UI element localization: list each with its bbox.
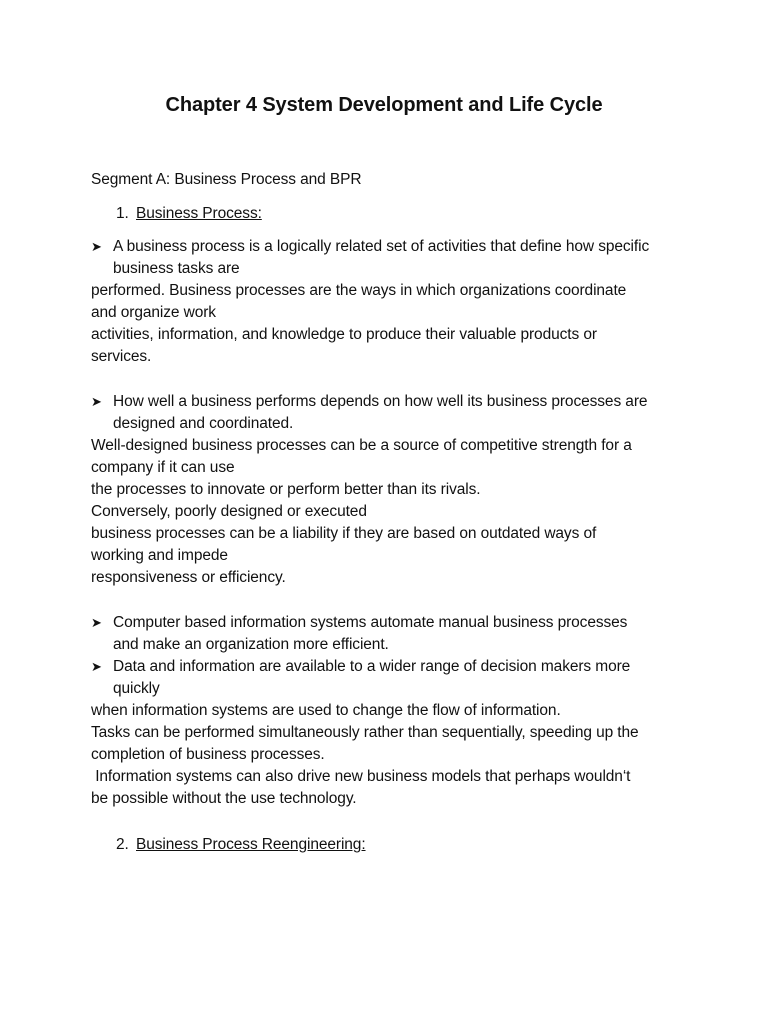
bullet-item-1 <box>91 236 691 280</box>
paragraph-1 <box>91 280 691 368</box>
list-number: 1. <box>116 205 129 222</box>
bullet-line: How well a business performs depends on how well its business processes are <box>113 393 648 410</box>
paragraph-line: performed. Business processes are the ways in which organizations coordinate <box>91 282 627 299</box>
paragraph-line: completion of business processes. <box>91 746 325 763</box>
bullet-item-4 <box>91 656 691 700</box>
bullet-line: business tasks are <box>113 260 240 277</box>
paragraph-line: Well-designed business processes can be a source of competitive strength for a <box>91 437 632 454</box>
paragraph-line: Information systems can also drive new business models that perhaps wouldn‘t <box>91 768 631 785</box>
arrowhead-bullet-icon: ➤ <box>91 239 102 254</box>
bullet-line: Computer based information systems automate manual business processes <box>113 614 628 631</box>
arrowhead-bullet-icon: ➤ <box>91 659 102 674</box>
paragraph-line: when information systems are used to change the flow of information. <box>91 702 561 719</box>
paragraph-line: Conversely, poorly designed or executed <box>91 503 367 520</box>
page-title: Chapter 4 System Development and Life Cycle <box>165 94 603 116</box>
numbered-heading-2 <box>116 834 366 856</box>
paragraph-2 <box>91 435 691 589</box>
paragraph-line: Tasks can be performed simultaneously rather than sequentially, speeding up the <box>91 724 639 741</box>
bullet-line: designed and coordinated. <box>113 415 294 432</box>
paragraph-line: company if it can use <box>91 459 235 476</box>
paragraph-line: responsiveness or efficiency. <box>91 569 286 586</box>
bullet-item-2 <box>91 391 691 435</box>
paragraph-line: business processes can be a liability if they are based on outdated ways of <box>91 525 597 542</box>
bullet-item-3 <box>91 612 691 656</box>
bullet-line: Data and information are available to a wider range of decision makers more <box>113 658 631 675</box>
section-label: Business Process: <box>136 205 262 222</box>
paragraph-line: and organize work <box>91 304 216 321</box>
paragraph-line: activities, information, and knowledge to produce their valuable products or <box>91 326 597 343</box>
paragraph-line: the processes to innovate or perform better than its rivals. <box>91 481 481 498</box>
paragraph-line: working and impede <box>91 547 228 564</box>
list-number: 2. <box>116 836 129 853</box>
numbered-heading-1 <box>116 203 262 225</box>
paragraph-line: services. <box>91 348 152 365</box>
section-label: Business Process Reengineering: <box>136 836 366 853</box>
arrowhead-bullet-icon: ➤ <box>91 394 102 409</box>
paragraph-line: be possible without the use technology. <box>91 790 357 807</box>
bullet-line: A business process is a logically related set of activities that define how specific <box>113 238 650 255</box>
bullet-line: quickly <box>113 680 160 697</box>
arrowhead-bullet-icon: ➤ <box>91 615 102 630</box>
segment-heading: Segment A: Business Process and BPR <box>91 171 362 188</box>
bullet-line: and make an organization more efficient. <box>113 636 389 653</box>
paragraph-4 <box>91 700 691 810</box>
